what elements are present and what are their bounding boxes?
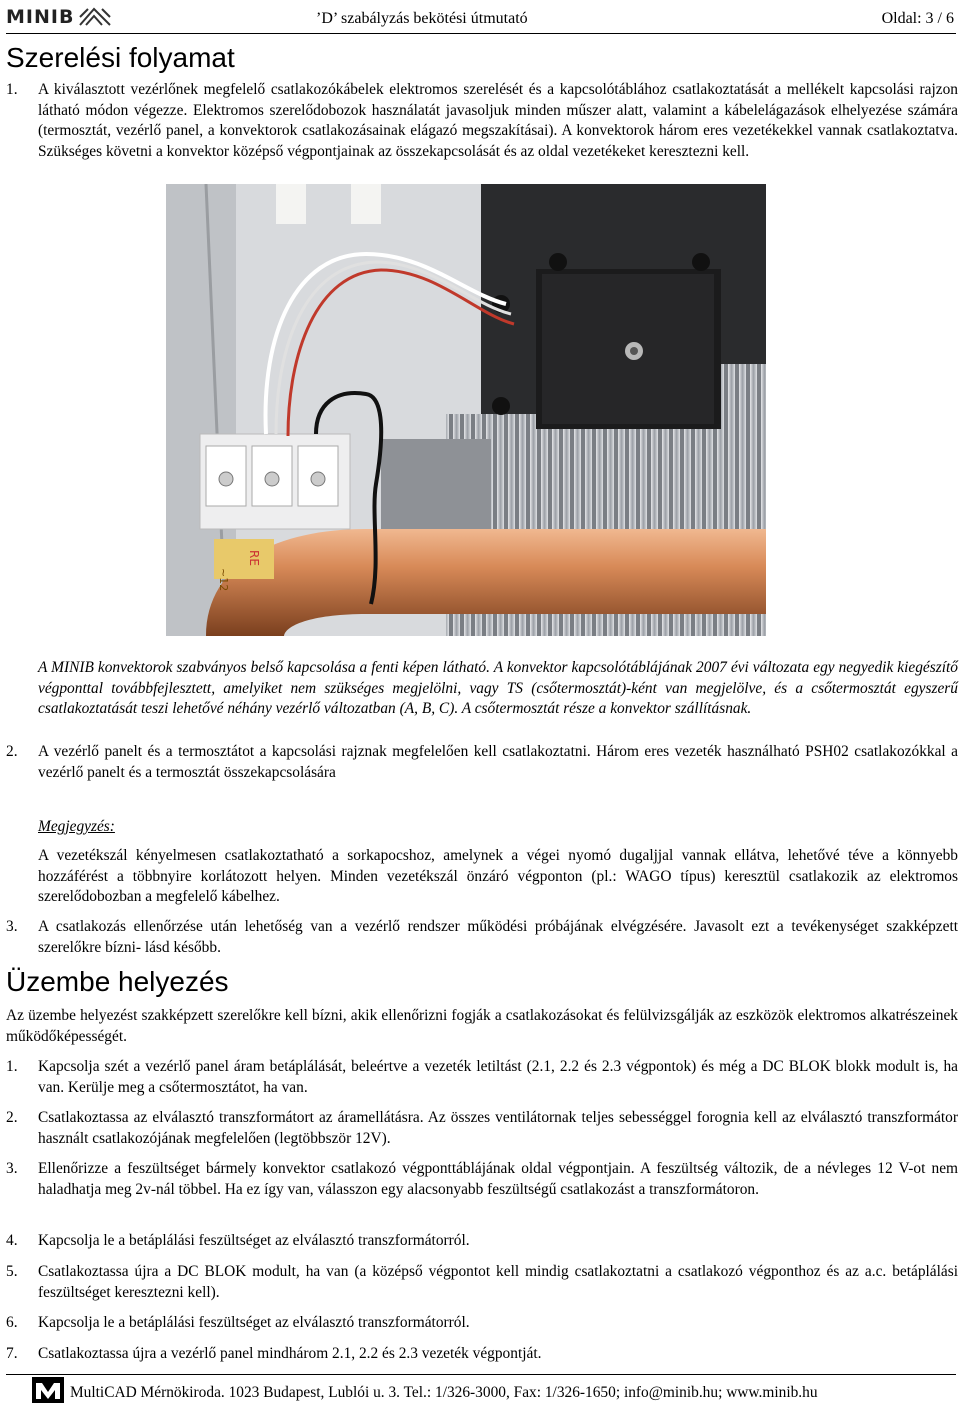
- multicad-logo-icon: [32, 1377, 64, 1403]
- step-2-text: Csatlakoztassa az elválasztó transzformátort az áramellátásra. Az összes ventilátornak teljes sebességgel forognia kell az elválasztó transzformátor használt csatlakozójának megfelelően (legtöbbször 12V).: [38, 1109, 958, 1147]
- page-footer: [6, 1374, 956, 1404]
- item-3-text: A csatlakozás ellenőrzése után lehetőség van a vezérlő rendszer működési próbájának elvégzésére. Javasolt ezt a tevékenységet szakképzett szerelőkre bízni- lásd később.: [38, 918, 958, 956]
- photo-illustration: [166, 184, 766, 636]
- note-title: Megjegyzés:: [38, 818, 115, 835]
- step-number: 3.: [6, 1160, 18, 1177]
- photo-label-re: RE: [247, 550, 261, 566]
- step-3-text: Ellenőrizze a feszültséget bármely konvektor csatlakozó végponttáblájának oldal végpontjain. A feszültség változik, de a névleges 12 V-ot nem haladhatja meg 2v-nál többel. Ha ez így van, válasszon egy alacsonyabb feszültségű csatlakozást a transzformátoron.: [38, 1160, 958, 1198]
- logo-text: MINIB: [6, 6, 75, 28]
- section-title-szereles: Szerelési folyamat: [6, 42, 235, 73]
- section2-intro: Az üzembe helyezést szakképzett szerelőkre kell bízni, akik ellenőrizni fogják a csatlakozásokat és felülvizsgálják az eszközök elektromos alkatrészeinek működőképességét.: [6, 1007, 958, 1045]
- step-number: 4.: [6, 1232, 18, 1249]
- footer-contact: MultiCAD Mérnökiroda. 1023 Budapest, Lublói u. 3. Tel.: 1/326-3000, Fax: 1/326-1650; info@minib.hu; www.minib.hu: [70, 1384, 818, 1401]
- logo-mark-icon: [78, 7, 112, 27]
- photo-caption: A MINIB konvektorok szabványos belső kapcsolása a fenti képen látható. A konvektor kapcsolótáblájának 2007 évi változata egy negyedik kiegészítő végponttal továbbfejlesztett, amelyiket nem szükséges megjelölni, vagy TS (csőtermosztát)-ként van megjelölve, és a csőtermosztát egyszerű csatlakoztatását teszi lehetővé néhány vezérlő változatban (A, B, C). A csőtermosztát része a konvektor szállításnak.: [38, 659, 958, 718]
- step-number: 6.: [6, 1314, 18, 1331]
- step-6-text: Kapcsolja le a betáplálási feszültséget az elválasztó transzformátorról.: [38, 1314, 470, 1331]
- step-1-text: Kapcsolja szét a vezérlő panel áram betáplálását, beleértve a vezeték letiltást (2.1, 2.2 és 2.3 végpontok) és még a DC BLOK blokk modult is, ha van. Kerülje meg a csőtermosztátot, ha van.: [38, 1058, 958, 1096]
- step-7-text: Csatlakoztassa újra a vezérlő panel mindhárom 2.1, 2.2 és 2.3 vezeték végpontját.: [38, 1345, 542, 1362]
- document-title: ’D’ szabályzás bekötési útmutató: [316, 10, 528, 27]
- step-number: 7.: [6, 1345, 18, 1362]
- step-number: 1.: [6, 1058, 18, 1075]
- step-5-text: Csatlakoztassa újra a DC BLOK modult, ha van (a középső végpontot kell mindig csatlakoztatni a csatlakozó végponthoz és az a.c. betáplálási feszültséget keresztezni kell).: [38, 1263, 958, 1301]
- step-number: 2.: [6, 1109, 18, 1126]
- convector-wiring-photo: [166, 184, 766, 636]
- minib-logo: [6, 6, 112, 28]
- page-number: Oldal: 3 / 6: [881, 10, 954, 27]
- photo-label-12: ~12: [217, 568, 230, 592]
- page-header: [6, 4, 956, 34]
- item-number: 2.: [6, 743, 18, 760]
- section-title-uzembe: Üzembe helyezés: [6, 966, 229, 997]
- item-2-text: A vezérlő panelt és a termosztátot a kapcsolási rajznak megfelelően kell csatlakoztatni. Három eres vezeték használható PSH02 csatlakozókkal a vezérlő panelt és a termosztát összekapcsolására: [38, 743, 958, 781]
- note-text: A vezetékszál kényelmesen csatlakoztatható a sorkapocshoz, amelynek a végei nyomó dugaljjal vannak ellátva, lehetővé téve a könnyebb hozzáférést a többnyire korlátozott helyen. Minden vezetékszál önzáró végponton (pl.: WAGO típus) keresztül csatlakozik az elektromos szerelődobozban a megfelelő kábelhez.: [38, 847, 958, 906]
- item-number: 3.: [6, 918, 18, 935]
- step-4-text: Kapcsolja le a betáplálási feszültséget az elválasztó transzformátorról.: [38, 1232, 470, 1249]
- step-number: 5.: [6, 1263, 18, 1280]
- item-number: 1.: [6, 81, 18, 98]
- item-1-text: A kiválasztott vezérlőnek megfelelő csatlakozókábelek elektromos szerelését és a kapcsolótáblához csatlakoztatását a mellékelt kapcsolási rajzon látható módon végezze. Elektromos szerelődobozok használatát javasoljuk minden műszer alatt, valamint a kábelelágazások elhelyezése számára (termosztát, vezérlő panel, a konvektorok csatlakozásainak elágazó megszakításai). A konvektorok három eres vezetékekkel vannak csatlakoztatva. Szükséges követni a konvektor középső végpontjainak az összekapcsolását és az oldal vezetékeket keresztezni kell.: [38, 81, 958, 160]
